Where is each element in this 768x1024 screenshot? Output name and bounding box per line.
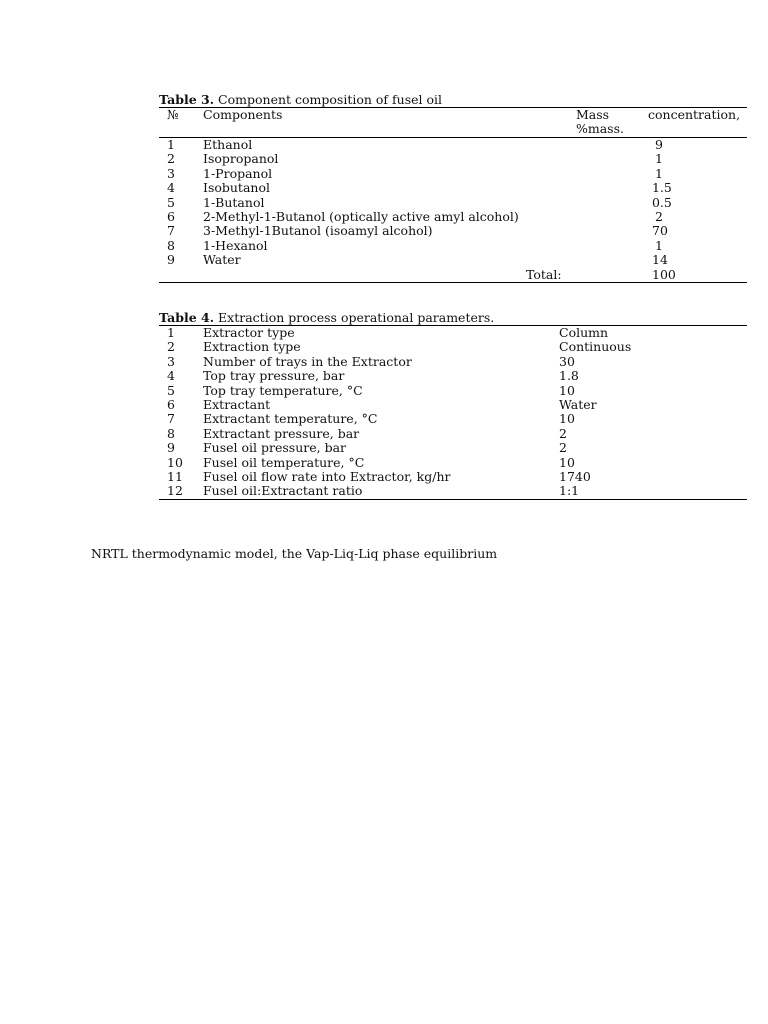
component-name: 2-Methyl-1-Butanol (optically active amyl alcohol) [203, 208, 519, 224]
component-name: Isobutanol [203, 180, 270, 196]
table-3-body [159, 138, 747, 282]
table-row [159, 138, 747, 152]
component-name: Ethanol [203, 137, 253, 152]
row-number: 3 [167, 165, 175, 181]
model-note: NRTL thermodynamic model, the Vap-Liq-Liq phase equilibrium [91, 545, 498, 561]
parameter-value: 1:1 [559, 483, 580, 499]
concentration-value: 2 [655, 208, 663, 224]
table-row [159, 484, 747, 498]
row-number: 1 [167, 325, 175, 340]
row-number: 10 [167, 454, 183, 470]
concentration-value: 14 [652, 252, 668, 268]
table-3 [159, 93, 747, 283]
parameter-value: 10 [559, 454, 575, 470]
row-number: 6 [167, 208, 175, 224]
parameter-value: 2 [559, 425, 567, 441]
parameter-value: Column [559, 325, 609, 340]
table-row [159, 326, 747, 340]
table-row [159, 427, 747, 441]
table-row [159, 441, 747, 455]
table-row [159, 398, 747, 412]
parameter-name: Extraction type [203, 339, 301, 355]
row-number: 11 [167, 468, 183, 484]
concentration-value: 70 [652, 223, 668, 239]
table-3-caption [159, 93, 747, 107]
concentration-value: 1 [655, 237, 663, 253]
parameter-name: Fusel oil pressure, bar [203, 440, 347, 456]
parameter-name: Top tray pressure, bar [203, 368, 345, 384]
header-concentration: concentration, [648, 107, 741, 122]
component-name: Isopropanol [203, 151, 279, 167]
table-3-caption-text: Component composition of fusel oil [218, 92, 443, 107]
parameter-name: Fusel oil flow rate into Extractor, kg/hr [203, 468, 451, 484]
table-row [159, 253, 747, 267]
table-4-body [159, 326, 747, 499]
table-row [159, 224, 747, 238]
row-number: 8 [167, 425, 175, 441]
parameter-name: Extractor type [203, 325, 295, 340]
header-unit: %mass. [576, 121, 624, 137]
table-3-header [159, 108, 747, 137]
table-row [159, 412, 747, 426]
row-number: 2 [167, 339, 175, 355]
parameter-value: 10 [559, 382, 575, 398]
total-value: 100 [652, 266, 676, 282]
total-label: Total: [526, 266, 562, 282]
table-row [159, 167, 747, 181]
row-number: 6 [167, 396, 175, 412]
component-name: 1-Hexanol [203, 237, 268, 253]
table-row [159, 384, 747, 398]
table-row [159, 239, 747, 253]
table-row [159, 456, 747, 470]
row-number: 1 [167, 137, 175, 152]
table-3-caption-label: Table 3. [159, 92, 215, 107]
parameter-name: Extractant [203, 396, 271, 412]
table-4-bottom-rule [159, 499, 747, 500]
parameter-name: Extractant pressure, bar [203, 425, 360, 441]
parameter-value: Continuous [559, 339, 632, 355]
table-4-caption [159, 311, 747, 325]
row-number: 4 [167, 368, 175, 384]
table-3-total-row [159, 268, 747, 282]
row-number: 4 [167, 180, 175, 196]
concentration-value: 0.5 [652, 194, 672, 210]
row-number: 5 [167, 382, 175, 398]
parameter-value: 1.8 [559, 368, 579, 384]
row-number: 9 [167, 440, 175, 456]
parameter-value: Water [559, 396, 597, 412]
row-number: 12 [167, 483, 183, 499]
table-row [159, 369, 747, 383]
header-number: № [167, 107, 179, 122]
component-name: 1-Butanol [203, 194, 265, 210]
table-row [159, 355, 747, 369]
header-components: Components [203, 107, 283, 122]
parameter-value: 2 [559, 440, 567, 456]
row-number: 3 [167, 353, 175, 369]
table-row [159, 340, 747, 354]
table-row [159, 181, 747, 195]
component-name: 1-Propanol [203, 165, 273, 181]
parameter-value: 30 [559, 353, 575, 369]
table-4 [159, 311, 747, 500]
parameter-name: Fusel oil temperature, °C [203, 454, 365, 470]
row-number: 5 [167, 194, 175, 210]
component-name: Water [203, 252, 241, 268]
parameter-name: Number of trays in the Extractor [203, 353, 412, 369]
parameter-name: Fusel oil:Extractant ratio [203, 483, 363, 499]
concentration-value: 1 [655, 165, 663, 181]
parameter-value: 10 [559, 411, 575, 427]
parameter-name: Top tray temperature, °C [203, 382, 363, 398]
component-name: 3-Methyl-1Butanol (isoamyl alcohol) [203, 223, 433, 239]
table-row [159, 152, 747, 166]
table-row [159, 210, 747, 224]
header-mass: Mass [576, 107, 610, 122]
concentration-value: 1 [655, 151, 663, 167]
row-number: 7 [167, 223, 175, 239]
table-4-caption-text: Extraction process operational parameters. [218, 310, 495, 325]
table-4-caption-label: Table 4. [159, 310, 215, 325]
row-number: 7 [167, 411, 175, 427]
row-number: 8 [167, 237, 175, 253]
table-row [159, 470, 747, 484]
concentration-value: 1.5 [652, 180, 672, 196]
table-row [159, 196, 747, 210]
row-number: 9 [167, 252, 175, 268]
table-3-bottom-rule [159, 282, 747, 283]
row-number: 2 [167, 151, 175, 167]
concentration-value: 9 [655, 137, 663, 152]
parameter-value: 1740 [559, 468, 591, 484]
parameter-name: Extractant temperature, °C [203, 411, 378, 427]
